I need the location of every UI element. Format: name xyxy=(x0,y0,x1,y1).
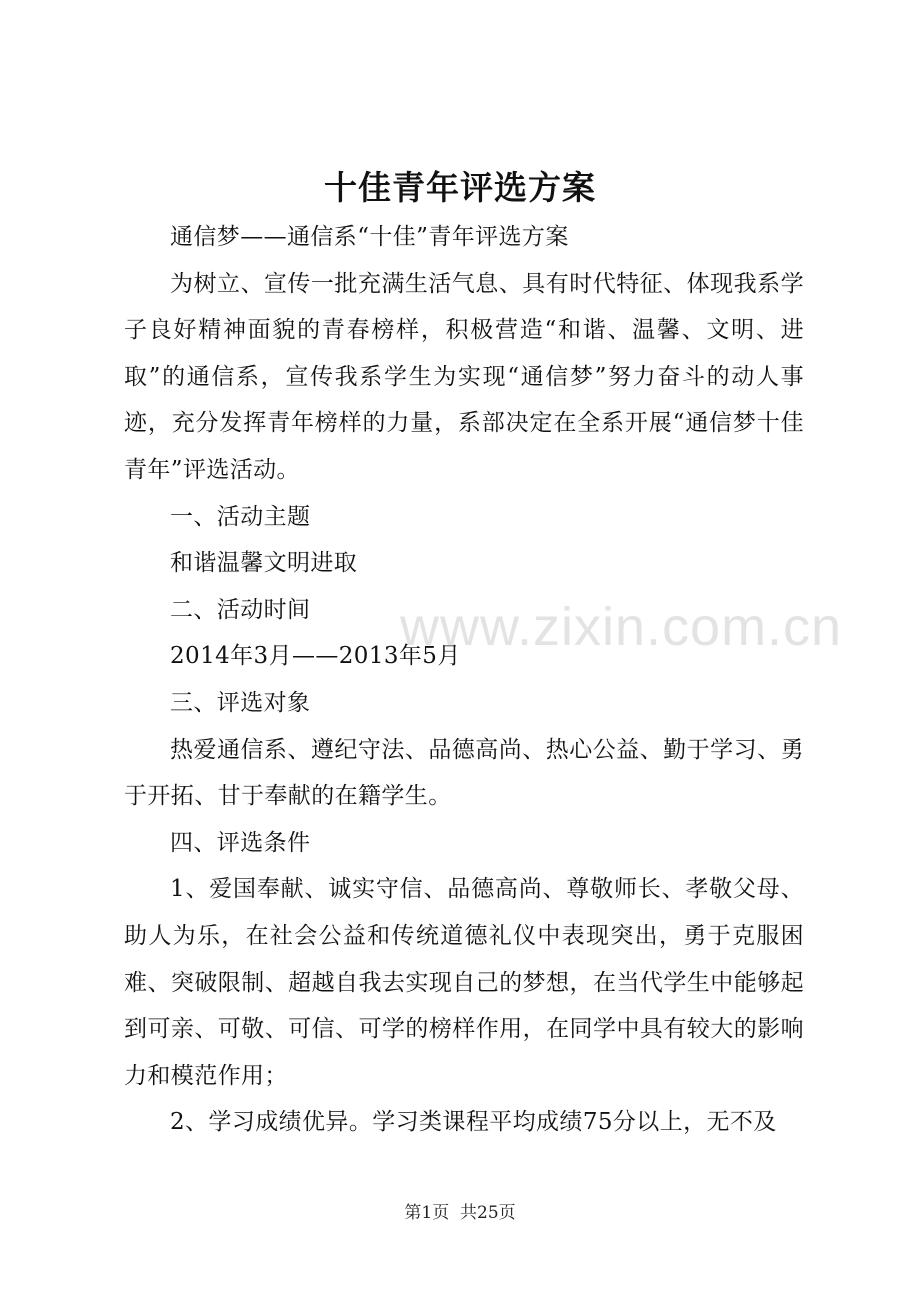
footer-suffix: 页 xyxy=(498,1203,516,1223)
condition-2-paragraph: 2、学习成绩优异。学习类课程平均成绩75分以上，无不及 xyxy=(170,1109,777,1136)
footer-mid: 页 共 xyxy=(432,1203,477,1223)
section-heading-theme: 一、活动主题 xyxy=(170,503,311,530)
footer-page-number: 1 xyxy=(421,1203,433,1223)
intro-paragraph: 为树立、宣传一批充满生活气息、具有时代特征、体现我系学子良好精神面貌的青春榜样，积极营造“和谐、温馨、文明、进取”的通信系，宣传我系学生为实现“通信梦”努力奋斗的动人事迹，充分发挥青年榜样的力量，系部决定在全系开展“通信梦十佳青年”评选活动。 xyxy=(124,270,804,483)
document-body xyxy=(124,214,804,1146)
footer-prefix: 第 xyxy=(404,1203,422,1223)
target-paragraph: 热爱通信系、遵纪守法、品德高尚、热心公益、勤于学习、勇于开拓、甘于奉献的在籍学生。 xyxy=(124,736,804,810)
subtitle-paragraph: 通信梦——通信系“十佳”青年评选方案 xyxy=(170,224,569,250)
page-footer xyxy=(0,1198,920,1223)
section-heading-time: 二、活动时间 xyxy=(170,596,311,623)
section-heading-target: 三、评选对象 xyxy=(170,689,311,716)
condition-1-paragraph: 1、爱国奉献、诚实守信、品德高尚、尊敬师长、孝敬父母、助人为乐，在社会公益和传统道德礼仪中表现突出，勇于克服困难、突破限制、超越自我去实现自己的梦想，在当代学生中能够起到可亲、可敬、可信、可学的榜样作用，在同学中具有较大的影响力和模范作用； xyxy=(124,876,804,1089)
section-heading-conditions: 四、评选条件 xyxy=(170,829,311,856)
watermark: www.zixin.com.cn xyxy=(400,597,843,657)
time-paragraph: 2014年3月——2013年5月 xyxy=(170,643,461,670)
document-title: 十佳青年评选方案 xyxy=(324,168,596,207)
footer-total-pages: 25 xyxy=(477,1203,499,1223)
theme-paragraph: 和谐温馨文明进取 xyxy=(170,550,358,577)
